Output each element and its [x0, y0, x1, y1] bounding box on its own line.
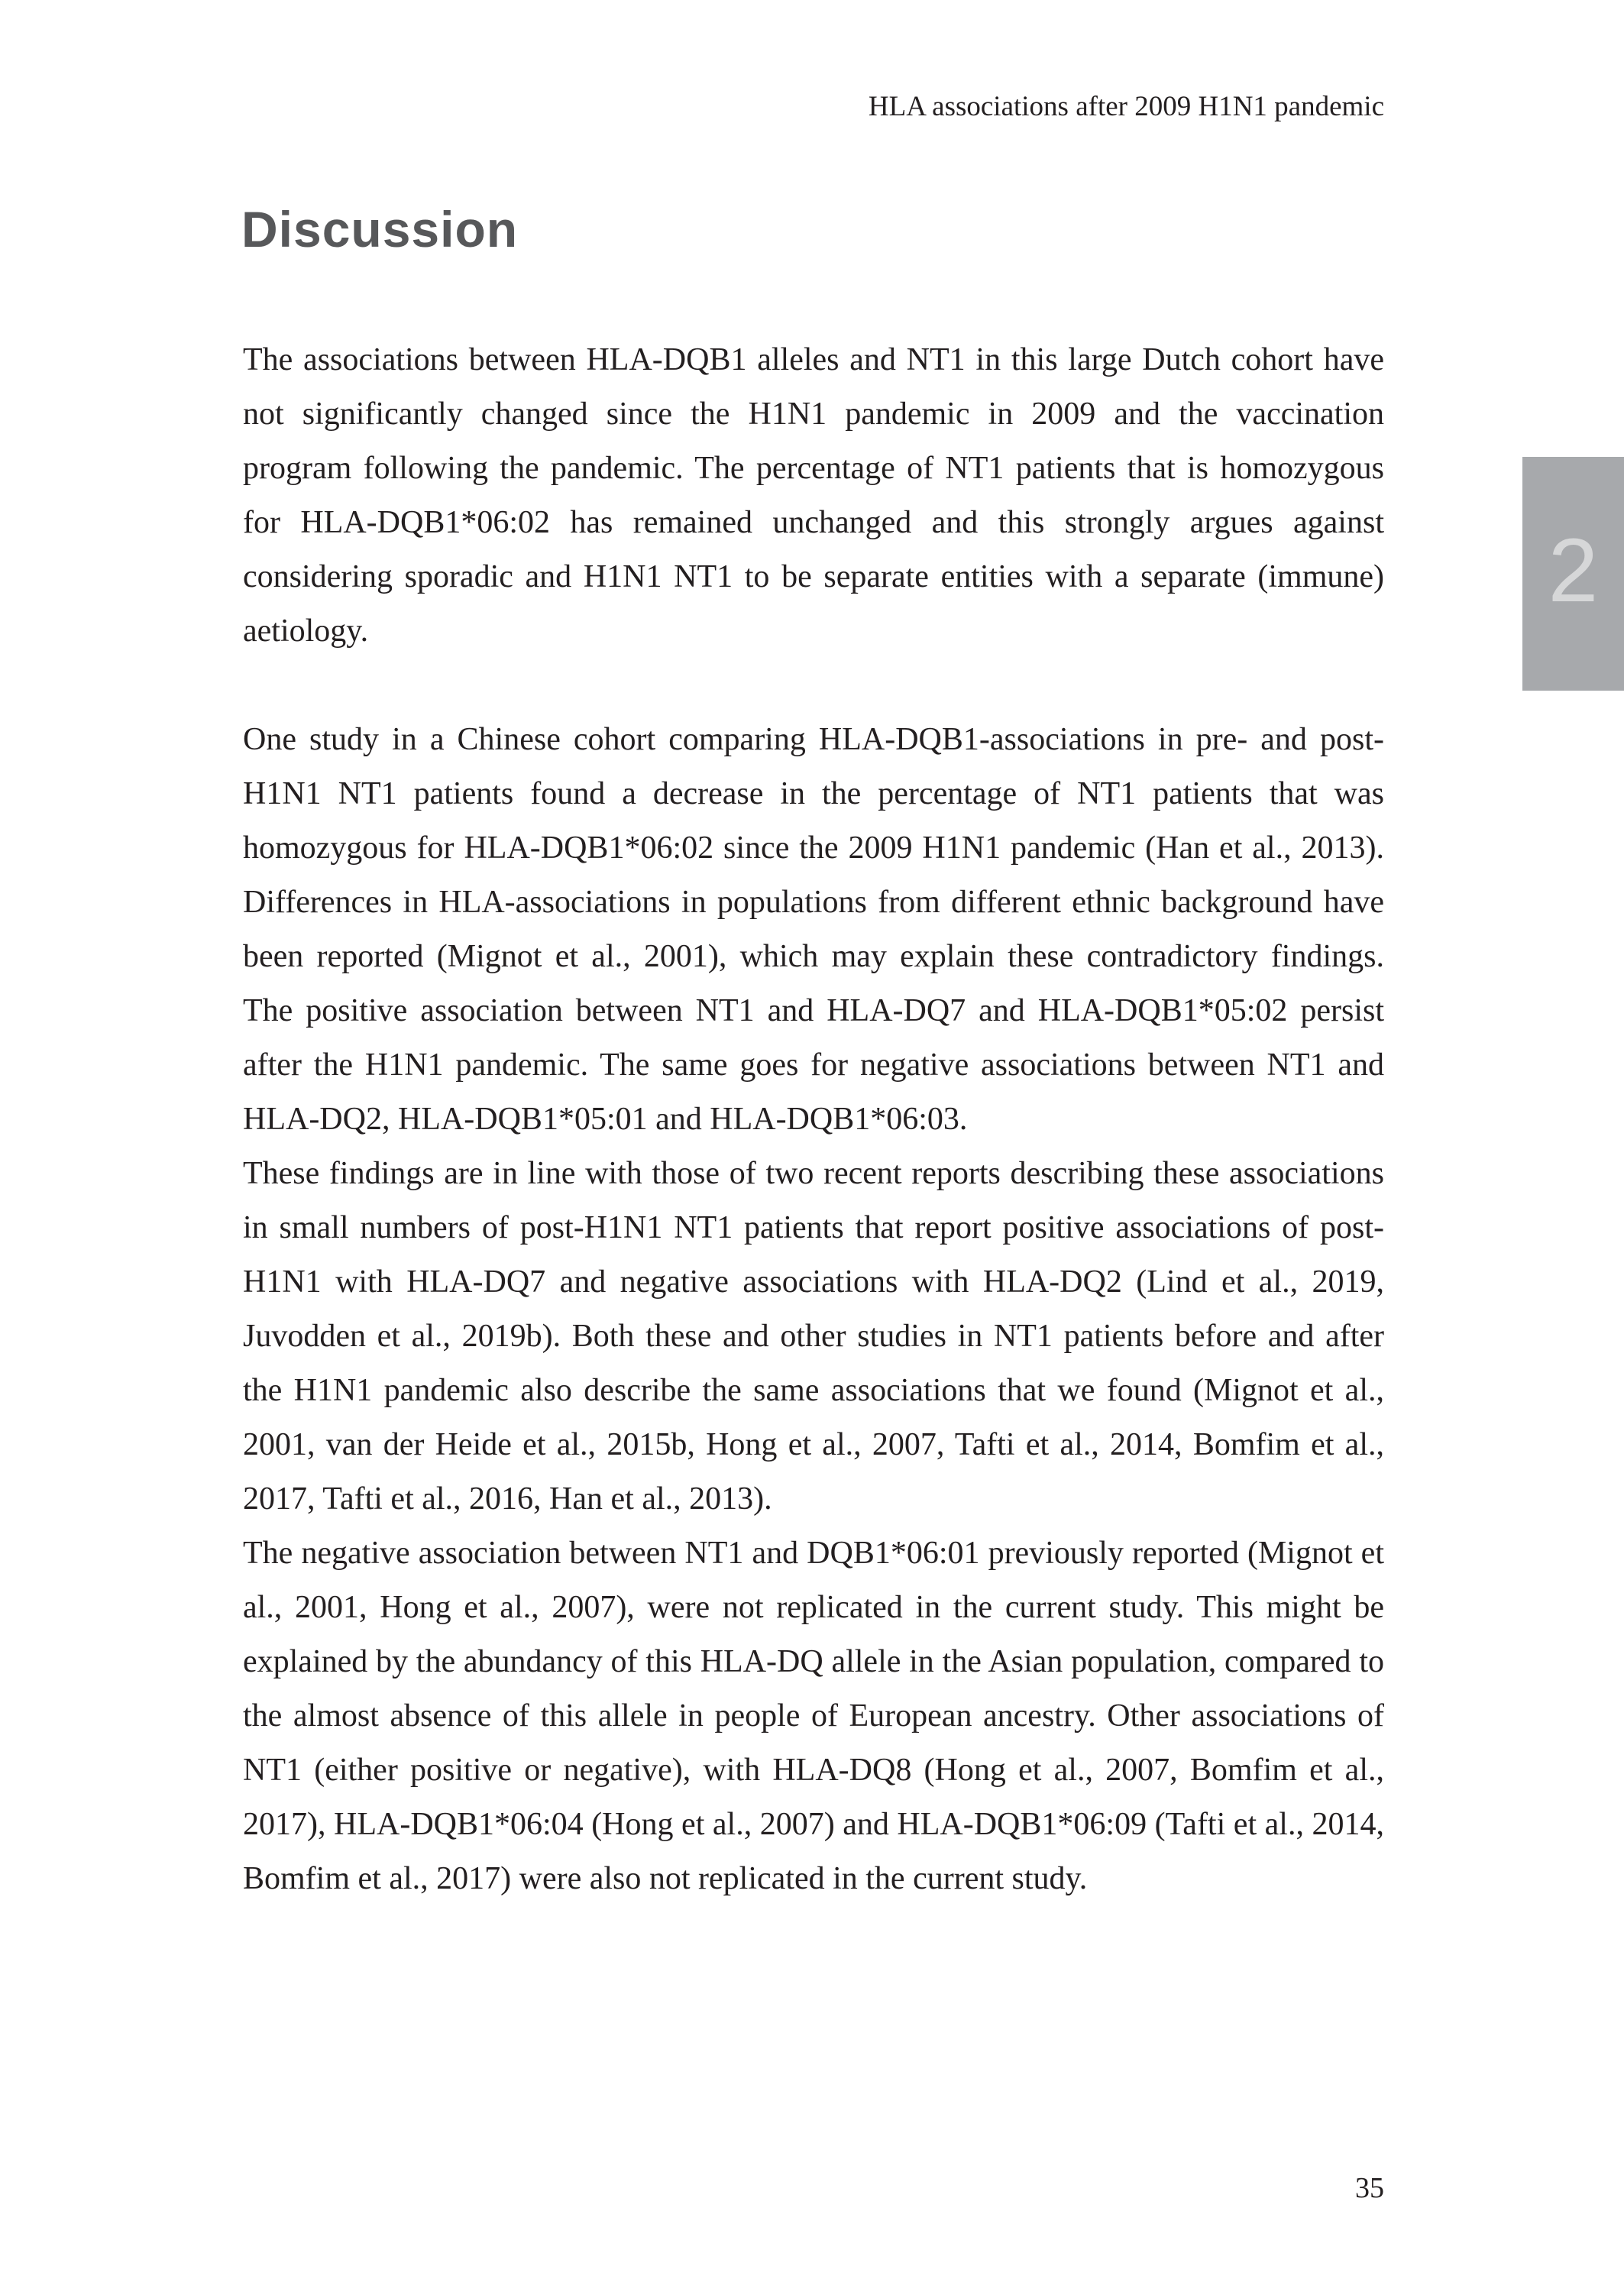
body-text — [243, 333, 1384, 1906]
paragraph: The negative association between NT1 and DQB1*06:01 previously reported (Mignot et al., 2001, Hong et al., 2007), were not replicated in the current study. This might be explained by the abundancy of this HLA-DQ allele in the Asian population, compared to the almost absence of this allele in people of European ancestry. Other associations of NT1 (either positive or negative), with HLA-DQ8 (Hong et al., 2007, Bomfim et al., 2017), HLA-DQB1*06:04 (Hong et al., 2007) and HLA-DQB1*06:09 (Tafti et al., 2014, Bomfim et al., 2017) were also not replicated in the current study. — [243, 1536, 1384, 1896]
chapter-number: 2 — [1548, 520, 1599, 621]
running-header: HLA associations after 2009 H1N1 pandemic — [868, 91, 1384, 122]
paragraph: One study in a Chinese cohort comparing HLA-DQB1-associations in pre- and post-H1N1 NT1 patients found a decrease in the percentage of NT1 patients that was homozygous for HLA-DQB1*06:02 since the 2009 H1N1 pandemic (Han et al., 2013). Differences in HLA-associations in populations from different ethnic background have been reported (Mignot et al., 2001), which may explain these contradictory findings. The positive association between NT1 and HLA-DQ7 and HLA-DQB1*05:02 persist after the H1N1 pandemic. The same goes for negative associations between NT1 and HLA-DQ2, HLA-DQB1*05:01 and HLA-DQB1*06:03. — [243, 722, 1384, 1137]
paragraph: The associations between HLA-DQB1 alleles and NT1 in this large Dutch cohort have not significantly changed since the H1N1 pandemic in 2009 and the vaccination program following the pandemic. The percentage of NT1 patients that is homozygous for HLA-DQB1*06:02 has remained unchanged and this strongly argues against considering sporadic and H1N1 NT1 to be separate entities with a separate (immune) aetiology. — [243, 342, 1384, 649]
paragraph: These findings are in line with those of two recent reports describing these associations in small numbers of post-H1N1 NT1 patients that report positive associations of post-H1N1 with HLA-DQ7 and negative associations with HLA-DQ2 (Lind et al., 2019, Juvodden et al., 2019b). Both these and other studies in NT1 patients before and after the H1N1 pandemic also describe the same associations that we found (Mignot et al., 2001, van der Heide et al., 2015b, Hong et al., 2007, Tafti et al., 2014, Bomfim et al., 2017, Tafti et al., 2016, Han et al., 2013). — [243, 1156, 1384, 1517]
chapter-tab — [1522, 457, 1624, 691]
page-number: 35 — [1355, 2172, 1384, 2204]
section-title: Discussion — [241, 201, 519, 257]
